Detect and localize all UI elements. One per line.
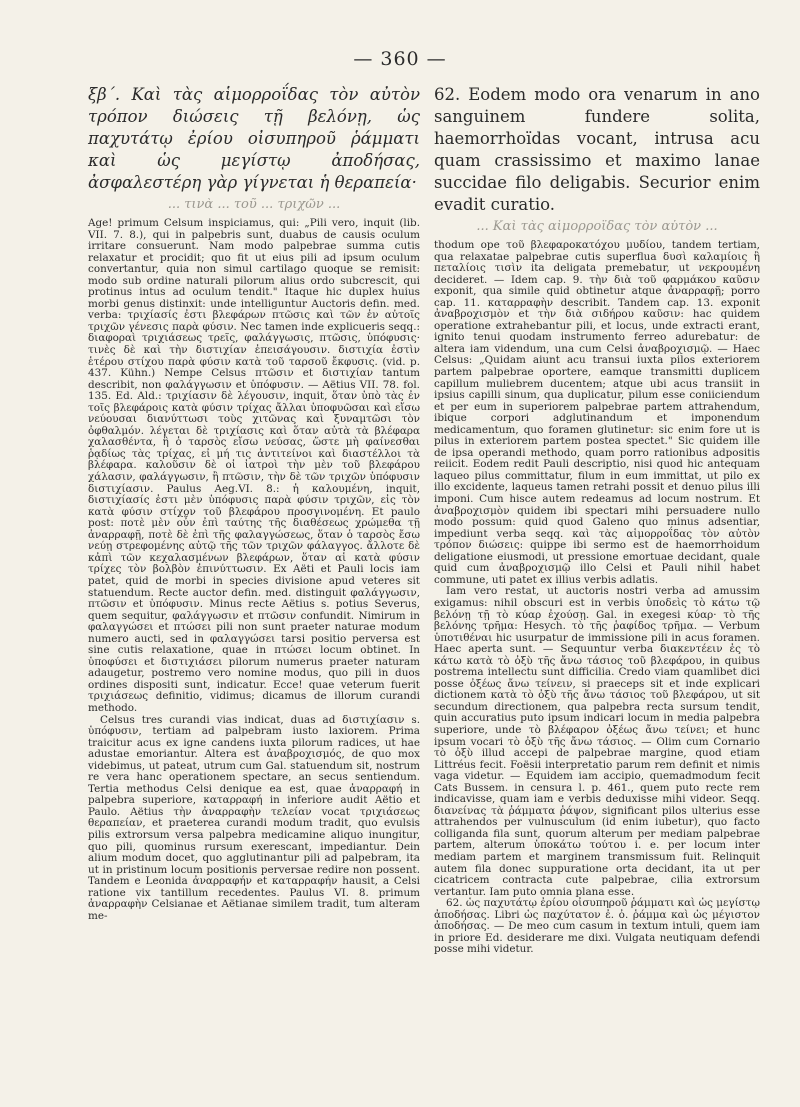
commentary-paragraph: thodum ope τοῦ βλεφαροκατόχου μυδίου, tandem tertiam, qua relaxatae palpebrae cutis superflua δυσὶ καλαμίοις ἢ πεταλίοις τισὶν ita deligata premebatur, ut νεκρουμένη decideret. — Idem cap. 9. τὴν διὰ τοῦ φαρμάκου καῦσιν exponit, qua simile quid obtinetur atque ἀναρραφῇ; porro cap. 11. καταρραφὴν describit. Tandem cap. 13. exponit ἀναβροχισμὸν et τὴν διὰ σιδήρου καῦσιν: hac quidem operatione extrahebantur pili, et locus, unde extracti erant, ignito tenui quodam instrumento ferreo adurebatur: de altera iam videndum, una cum Celsi ἀναβροχισμῷ. — Haec Celsus: „Quidam aiunt acu transui iuxta pilos exteriorem partem palpebrae oportere, eamque transmitti duplicem capillum muliebrem ducentem; atque ubi acus transiit in ipsius capilli sinum, qua duplicatur, pilum esse coniiciendum et per eum in superiorem palpebrae partem attrahendum, ibique corpori adglutinandum et imponendum medicamentum, quo foramen glutinetur: sic enim fore ut is pilus in exteriorem partem postea spectet." Sic quidem ille de ipsa operandi methodo, quam porro rationibus adpositis reiicit. Eodem redit Pauli descriptio, nisi quod hic antequam laqueo pilus committatur, filum in eum immittat, ut pilo ex illo excidente, laqueus tamen retrahi possit et denuo pilus illi imponi. Cum hisce autem redeamus ad locum nostrum. Et ἀναβροχισμὸν quidem ibi spectari mihi persuadere nullo modo possum: quid quod Galeno quo minus adsentiar, impediunt verba seqq. καὶ τὰς αἱμορροΐδας τὸν αὐτὸν τρόπον διώσεις: quippe ibi sermo est de haemorrhoidum deligatione eiusmodi, ut pressione emortuae decidant, quale quid cum ἀναβροχισμῷ illo Celsi et Pauli nihil habet commune, uti patet ex illius verbis adlatis. (434, 239, 760, 586)
commentary-paragraph: Iam vero restat, ut auctoris nostri verba ad amussim exigamus: nihil obscuri est in verbis ὑποδεὶς τὸ κάτω τῷ βελόνῃ τῇ τὸ κύαρ ἐχούσῃ. Gal. in exegesi κύαρ· τὸ τῆς βελόνης τρῆμα: Hesych. τὸ τῆς ῥαφίδος τρῆμα. — Verbum ὑποτιθέναι hic usurpatur de immissione pili in acus foramen. Haec aperta sunt. — Sequuntur verba διακεντέειν ἐς τὸ κάτω κατὰ τὸ ὀξὺ τῆς ἄνω τάσιος τοῦ βλεφάρου, in quibus postrema intellectu sunt difficilia. Credo viam quamlibet dici posse ὀξέως ἄνω τείνειν, si praeceps sit et inde explicari dictionem κατὰ τὸ ὀξὺ τῆς ἄνω τάσιος τοῦ βλεφάρου, ut sit secundum directionem, qua palpebra recta sursum tendit, quin accuratius puto ipsum indicari locum in media palpebra superiore, unde τὸ βλέφαρον ὀξέως ἄνω τείνει; et hunc ipsum vocari τὸ ὀξὺ τῆς ἄνω τάσιος. — Olim cum Cornario τὸ ὀξὺ illud accepi de palpebrae margine, quod etiam Littréus fecit. Foësii interpretatio parum rem definit et nimis vaga videtur. — Equidem iam accipio, quemadmodum fecit Cats Bussem. in censura l. p. 461., quem puto recte rem indicavisse, quam iam e verbis deduxisse mihi videor. Seqq. διανείνας τὰ ῥάμματα ῥάψον, significant pilos ulterius esse attrahendos per vulnusculum (id enim iubetur), quo facto colliganda fila sunt, quorum alterum per mediam palpebrae partem, alterum ὑποκάτω τούτου i. e. per locum inter mediam partem et marginem transmissum fuit. Relinquit autem fila donec suppuratione orta decidant, ita ut per cicatricem contracta cute palpebrae, cilia extrorsum vertantur. Iam puto omnia plana esse. (434, 585, 760, 898)
right-column (434, 84, 760, 956)
faded-bleedthrough-line: ... Καὶ τὰς αἱμορροΐδας τὸν αὐτὸν ... (476, 220, 718, 234)
page-number: — 360 — (353, 48, 447, 70)
faded-bleedthrough-line: ... τινὰ ... τοῦ ... τριχῶν ... (167, 198, 341, 212)
greek-lemma: ξβ΄. Καὶ τὰς αἱμορροΐδας τὸν αὐτὸν τρόπον διώσεις τῇ βελόνῃ, ὡς παχυτάτῳ ἐρίου οἰσυπηροῦ ῥάμματι καὶ ὡς μεγίστῳ ἀποδήσας, ἀσφαλεστέρη γὰρ γίγνεται ἡ θεραπεία· (88, 85, 420, 192)
right-commentary (434, 240, 760, 956)
left-column (88, 84, 420, 956)
left-commentary (88, 218, 420, 922)
commentary-paragraph: 62. ὡς παχυτάτῳ ἐρίου οἰσυπηροῦ ῥάμματι καὶ ὡς μεγίστῳ ἀποδήσας. Libri ὡς παχύτατον ἐ. ὀ. ῥάμμα καὶ ὡς μέγιστον ἀποδήσας. — De meo cum casum in textum intuli, quem iam in priore Ed. desiderare me dixi. Vulgata neutiquam defendi posse mihi videtur. (434, 897, 760, 956)
latin-lemma: 62. Eodem modo ora venarum in ano sanguinem fundere solita, haemorrhoïdas vocant, intrusa acu quam crassissimo et maximo lanae succidae filo deligabis. Securior enim evadit curatio. (434, 85, 760, 214)
commentary-paragraph: Age! primum Celsum inspiciamus, qui: „Pili vero, inquit (lib. VII. 7. 8.), qui in palpebris sunt, duabus de causis oculum irritare consuerunt. Nam modo palpebrae summa cutis relaxatur et procidit; quo fit ut eius pili ad ipsum oculum convertantur, quia non simul cartilago quoque se remisit: modo sub ordine naturali pilorum alius ordo subcrescit, qui protinus intus ad oculum tendit." Itaque hic duplex huius morbi genus distinxit: unde intelliguntur Auctoris defin. med. verba: τριχίασίς ἐστι βλεφάρων πτῶσις καὶ τῶν ἐν αὐτοῖς τριχῶν γένεσις παρὰ φύσιν. Nec tamen inde explicueris seqq.: διαφοραὶ τριχιάσεως τρεῖς, φαλάγγωσις, πτῶσις, ὑπόφυσις· τινὲς δὲ καὶ τὴν διστιχίαν ἐπεισάγουσιν. διστιχία ἐστὶν ἑτέρου στίχου παρὰ φύσιν κατὰ τοῦ ταρσοῦ ἔκφυσις. (vid. p. 437. Kühn.) Nempe Celsus πτῶσιν et διστιχίαν tantum describit, non φαλάγγωσιν et ὑπόφυσιν. — Aëtius VII. 78. fol. 135. Ed. Ald.: τριχίασιν δὲ λέγουσιν, inquit, ὅταν ὑπὸ τὰς ἐν τοῖς βλεφάροις κατὰ φύσιν τρίχας ἄλλαι ὑποφυῶσαι καὶ εἴσω νεύουσαι διανύττωσι τοὺς χιτῶνας καὶ ξυναμτῶσι τὸν ὀφθαλμόν. λέγεται δὲ τριχίασις καὶ ὅταν αὐτὰ τὰ βλέφαρα χαλασθέντα, ἢ ὁ ταρσὸς εἴσω νεύσας, ὥστε μὴ φαίνεσθαι ῥᾳδίως τὰς τρίχας, εἰ μή τις ἀντιτείνοι καὶ διαστέλλοι τὰ βλέφαρα. καλοῦσιν δὲ οἱ ἰατροὶ τὴν μὲν τοῦ βλεφάρου χάλασιν, φαλάγγωσιν, ἢ πτῶσιν, τὴν δὲ τῶν τριχῶν ὑπόφυσιν διστιχίασιν. Paulus Aeg.VI. 8.: ἡ καλουμένη, inquit, διστιχίασίς ἐστι μὲν ὑπόφυσις παρὰ φύσιν τριχῶν, εἰς τὸν κατὰ φύσιν στίχον τοῦ βλεφάρου προσγινομένη. Et paulo post: ποτὲ μὲν οὖν ἐπὶ ταύτης τῆς διαθέσεως χρώμεθα τῇ ἀναρραφῇ, ποτὲ δὲ ἐπὶ τῆς φαλαγγώσεως, ὅταν ὁ ταρσὸς ἔσω νεύῃ στρεφομένης αὐτῷ τῆς τῶν τριχῶν φάλαγγος. ἄλλοτε δὲ κἀπὶ τῶν κεχαλασμένων βλεφάρων, ὅταν αἱ κατὰ φύσιν τρίχες τὸν βολβὸν ἐπινύττωσιν. Ex Aëti et Pauli locis iam patet, quid de morbi in species divisione apud veteres sit statuendum. Recte auctor defin. med. distinguit φαλάγγωσιν, πτῶσιν et ὑπόφυσιν. Minus recte Aëtius s. potius Severus, quem sequitur, φαλάγγωσιν et πτῶσιν confundit. Nimirum in φαλαγγώσει et πτώσει pili non sunt praeter naturae modum numero aucti, sed in φαλαγγώσει tarsi positio perversa est sine cutis relaxatione, quae in πτώσει locum obtinet. In ὑποφύσει et διστιχιάσει pilorum numerus praeter naturam adaugetur, postremo vero nomine modus, quo pili in duos ordines dispositi sunt, indicatur. Ecce! quae veterum fuerit τριχιάσεως definitio, vidimus; dicamus de illorum curandi methodo. (88, 217, 420, 714)
commentary-paragraph: Celsus tres curandi vias indicat, duas ad διστιχίασιν s. ὑπόφυσιν, tertiam ad palpebram iusto laxiorem. Prima traicitur acus ex igne candens iuxta pilorum radices, ut hae adustae emoriantur. Altera est ἀναβροχισμός, de quo mox videbimus, ut pateat, utrum cum Gal. statuendum sit, nostrum re vera hanc operationem spectare, an secus sentiendum. Tertia methodus Celsi denique ea est, quae ἀναρραφή in palpebra superiore, καταρραφή in inferiore audit Aëtio et Paulo. Aëtius τὴν ἀναρραφὴν τελείαν vocat τριχιάσεως θεραπείαν, et praeterea curandi modum tradit, quo evulsis pilis extrorsum versa palpebra medicamine aliquo inungitur, quo pili, quominus rursum exerescant, impediantur. Dein alium modum docet, quo agglutinantur pili ad palpebram, ita ut in pristinum locum positionis perversae redire non possent. Tandem e Leonida ἀναρραφήν et καταρραφήν hausit, a Celsi ratione vix tantillum recedentes. Paulus VI. 8. primum ἀναρραφὴν Celsianae et Aëtianae similem tradit, tum alteram me- (88, 713, 420, 922)
two-column-body (88, 84, 760, 956)
